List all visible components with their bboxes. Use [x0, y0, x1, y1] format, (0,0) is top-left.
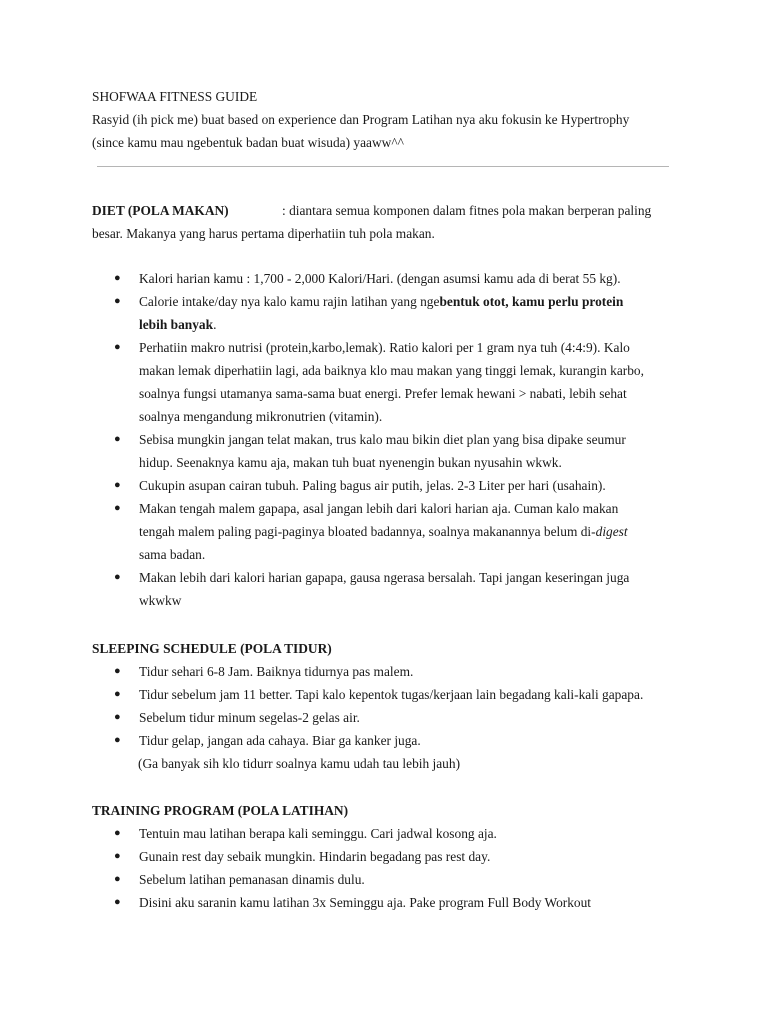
- diet-description-cont: besar. Makanya yang harus pertama diperhatiin tuh pola makan.: [92, 226, 435, 241]
- training-section: [92, 799, 682, 914]
- list-item-text: Perhatiin makro nutrisi (protein,karbo,lemak). Ratio kalori per 1 gram nya tuh (4:4:9). Kalo: [139, 340, 630, 355]
- list-item-text: sama badan.: [139, 547, 206, 562]
- list-item-text: Tidur sebelum jam 11 better. Tapi kalo kepentok tugas/kerjaan lain begadang kali-kali gapapa.: [139, 687, 644, 702]
- intro-line-1: Rasyid (ih pick me) buat based on experience dan Program Latihan nya aku fokusin ke Hypertrophy: [92, 112, 630, 127]
- list-item-text: Sebisa mungkin jangan telat makan, trus kalo mau bikin diet plan yang bisa dipake seumur: [139, 432, 626, 447]
- diet-list: [92, 267, 682, 612]
- list-item: [92, 428, 682, 474]
- intro-line-2: (since kamu mau ngebentuk badan buat wisuda) yaaww^^: [92, 135, 404, 150]
- training-title: TRAINING PROGRAM (POLA LATIHAN): [92, 803, 349, 818]
- training-list: [92, 822, 682, 914]
- list-item: [92, 497, 682, 566]
- list-item: [92, 868, 682, 891]
- list-item: [92, 290, 682, 336]
- list-item-text: Calorie intake/day nya kalo kamu rajin latihan yang nge: [139, 294, 440, 309]
- list-item-text: hidup. Seenaknya kamu aja, makan tuh buat nyenengin bukan nyusahin wkwk.: [139, 455, 562, 470]
- sleep-section: [92, 637, 682, 775]
- bullet-icon: ●: [114, 873, 121, 885]
- horizontal-rule: [97, 166, 669, 167]
- list-item-bold: bentuk otot, kamu perlu protein: [439, 294, 624, 309]
- bullet-icon: ●: [114, 272, 121, 284]
- bullet-icon: ●: [114, 571, 121, 583]
- list-item: [92, 336, 682, 428]
- list-item: [92, 660, 682, 683]
- list-item-text: Tentuin mau latihan berapa kali seminggu. Cari jadwal kosong aja.: [139, 826, 497, 841]
- list-item-text: soalnya mengandung mikronutrien (vitamin).: [139, 409, 383, 424]
- list-item-text: Tidur gelap, jangan ada cahaya. Biar ga kanker juga.: [139, 733, 421, 748]
- list-item-text: Gunain rest day sebaik mungkin. Hindarin begadang pas rest day.: [139, 849, 491, 864]
- bullet-icon: ●: [114, 341, 121, 353]
- list-item: [92, 474, 682, 497]
- bullet-icon: ●: [114, 665, 121, 677]
- list-item-text: .: [213, 317, 217, 332]
- list-item-text: Sebelum latihan pemanasan dinamis dulu.: [139, 872, 365, 887]
- list-item-text: soalnya fungsi utamanya sama-sama buat energi. Prefer lemak hewani > nabati, lebih sehat: [139, 386, 627, 401]
- bullet-icon: ●: [114, 479, 121, 491]
- diet-section: [92, 199, 682, 612]
- intro-block: [92, 85, 692, 154]
- list-item: [92, 729, 682, 752]
- list-item: [92, 566, 682, 612]
- list-item-italic: digest: [595, 524, 628, 539]
- bullet-icon: ●: [114, 688, 121, 700]
- list-item-text: wkwkw: [139, 593, 182, 608]
- list-item-text: makan lemak diperhatiin lagi, ada baiknya klo mau makan yang tinggi lemak, kurangin karbo,: [139, 363, 644, 378]
- list-item-text: Sebelum tidur minum segelas-2 gelas air.: [139, 710, 360, 725]
- bullet-icon: ●: [114, 711, 121, 723]
- list-item: [92, 683, 682, 706]
- list-item-text: Makan lebih dari kalori harian gapapa, gausa ngerasa bersalah. Tapi jangan keseringan juga: [139, 570, 630, 585]
- list-item-text: Cukupin asupan cairan tubuh. Paling bagus air putih, jelas. 2-3 Liter per hari (usahain).: [139, 478, 606, 493]
- bullet-icon: ●: [114, 827, 121, 839]
- list-item: [92, 706, 682, 729]
- sleep-list: [92, 660, 682, 752]
- list-item: [92, 822, 682, 845]
- bullet-icon: ●: [114, 433, 121, 445]
- bullet-icon: ●: [114, 850, 121, 862]
- bullet-icon: ●: [114, 734, 121, 746]
- bullet-icon: ●: [114, 502, 121, 514]
- bullet-icon: ●: [114, 896, 121, 908]
- list-item-text: Disini aku saranin kamu latihan 3x Seminggu aja. Pake program Full Body Workout: [139, 895, 592, 910]
- diet-title: DIET (POLA MAKAN): [92, 203, 229, 218]
- list-item-bold: lebih banyak: [139, 317, 214, 332]
- list-item-text: tengah malem paling pagi-paginya bloated badannya, soalnya makanannya belum di-: [139, 524, 596, 539]
- list-item: [92, 845, 682, 868]
- sleep-note: (Ga banyak sih klo tidurr soalnya kamu udah tau lebih jauh): [138, 756, 461, 771]
- list-item: [92, 267, 682, 290]
- list-item-text: Kalori harian kamu : 1,700 - 2,000 Kalori/Hari. (dengan asumsi kamu ada di berat 55 kg).: [139, 271, 621, 286]
- list-item: [92, 891, 682, 914]
- diet-description: : diantara semua komponen dalam fitnes pola makan berperan paling: [282, 203, 652, 218]
- list-item-text: Makan tengah malem gapapa, asal jangan lebih dari kalori harian aja. Cuman kalo makan: [139, 501, 619, 516]
- bullet-icon: ●: [114, 295, 121, 307]
- diet-header: [92, 199, 682, 222]
- list-item-text: Tidur sehari 6-8 Jam. Baiknya tidurnya pas malem.: [139, 664, 414, 679]
- document-title: SHOFWAA FITNESS GUIDE: [92, 89, 258, 104]
- sleep-title: SLEEPING SCHEDULE (POLA TIDUR): [92, 641, 332, 656]
